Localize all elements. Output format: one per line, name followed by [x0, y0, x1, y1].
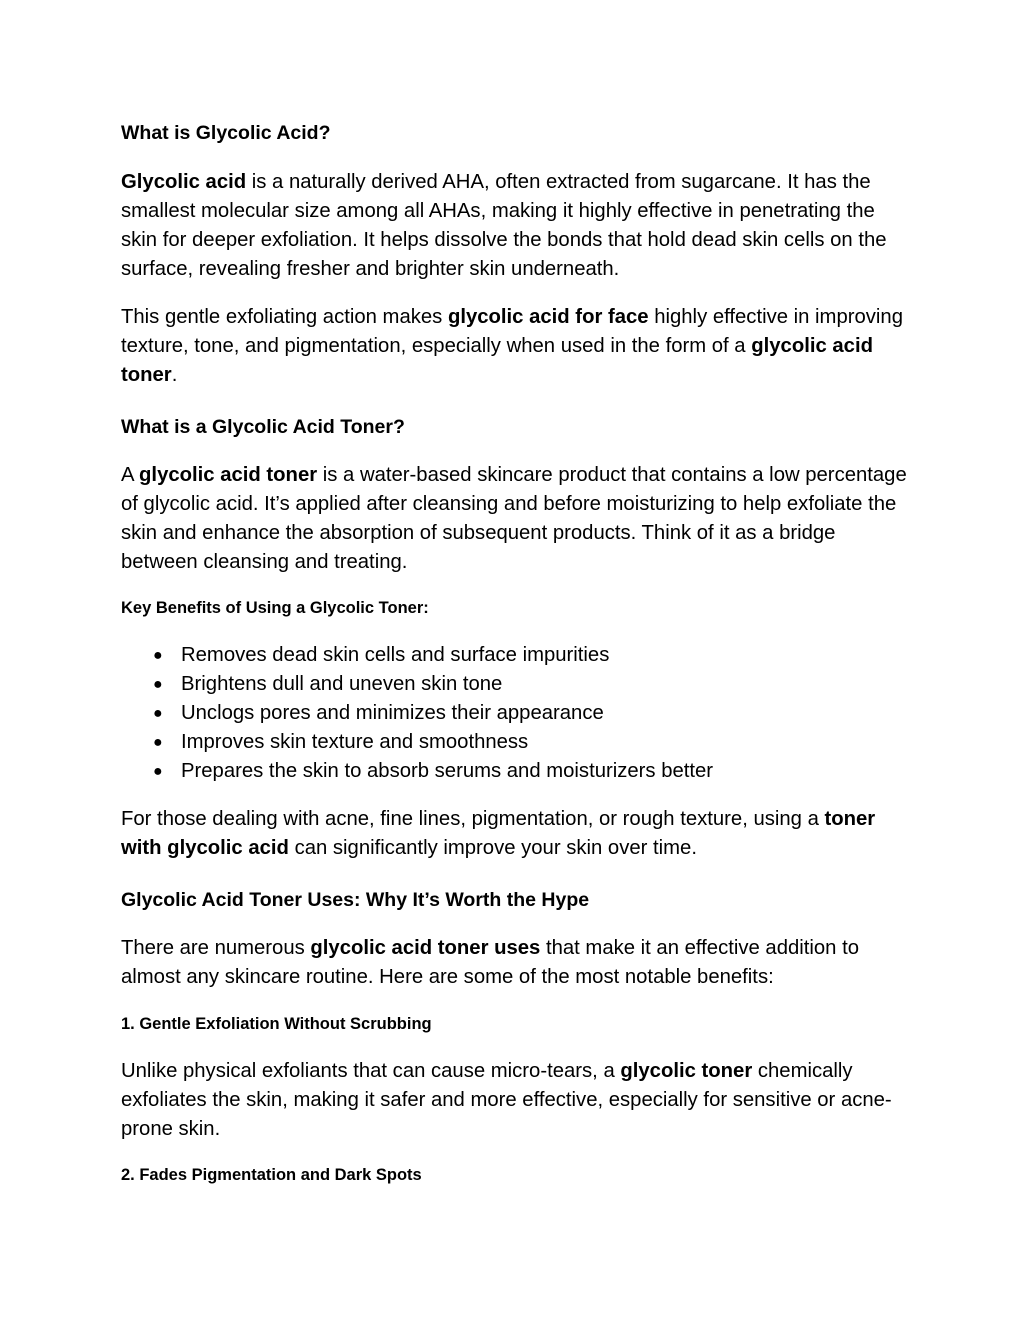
paragraph-text: . — [171, 364, 178, 386]
paragraph-text: There are numerous — [121, 937, 311, 959]
paragraph-toner-uses — [121, 934, 911, 992]
list-item — [121, 757, 713, 786]
paragraph-text: Unlike physical exfoliants that can cause micro-tears, a — [121, 1060, 621, 1082]
heading-fades-pigmentation: 2. Fades Pigmentation and Dark Spots — [121, 1166, 422, 1184]
list-item-text: Prepares the skin to absorb serums and moisturizers better — [181, 760, 714, 782]
list-item-text: Unclogs pores and minimizes their appearance — [181, 702, 604, 724]
paragraph-text: highly effective in improving texture, tone, and pigmentation, especially when used in the form of a — [121, 306, 903, 357]
bold-glycolic-acid-toner-uses: glycolic acid toner uses — [310, 937, 541, 959]
list-item-text: Brightens dull and uneven skin tone — [181, 673, 503, 695]
bold-glycolic-acid: Glycolic acid — [121, 171, 247, 193]
bullet-icon: ● — [153, 647, 163, 664]
bullet-icon: ● — [153, 734, 163, 751]
bullet-icon: ● — [153, 676, 163, 693]
heading-gentle-exfoliation: 1. Gentle Exfoliation Without Scrubbing — [121, 1015, 432, 1033]
paragraph-gentle-exfoliation — [121, 1057, 911, 1144]
list-item-text: Removes dead skin cells and surface impurities — [181, 644, 610, 666]
list-item — [121, 699, 713, 728]
list-item — [121, 728, 713, 757]
paragraph-toner-with-glycolic-acid — [121, 805, 911, 863]
paragraph-exfoliating-action — [121, 303, 911, 390]
heading-what-is-glycolic-acid: What is Glycolic Acid? — [121, 122, 331, 144]
bold-toner-with-glycolic-acid: toner with glycolic acid — [121, 808, 876, 859]
paragraph-text: For those dealing with acne, fine lines, pigmentation, or rough texture, using a — [121, 808, 825, 830]
bullet-icon: ● — [153, 705, 163, 722]
paragraph-text: is a water-based skincare product that contains a low percentage of glycolic acid. It’s applied after cleansing and before moisturizing to help exfoliate the skin and enhance the absorption of subsequent products. Think of it as a bridge between cleansing and treating. — [121, 464, 907, 573]
paragraph-text: can significantly improve your skin over time. — [288, 837, 697, 859]
heading-toner-uses: Glycolic Acid Toner Uses: Why It’s Worth the Hype — [121, 889, 590, 911]
heading-what-is-glycolic-acid-toner: What is a Glycolic Acid Toner? — [121, 416, 405, 438]
heading-key-benefits: Key Benefits of Using a Glycolic Toner: — [121, 599, 429, 617]
bold-glycolic-acid-for-face: glycolic acid for face — [447, 306, 649, 328]
bold-glycolic-toner: glycolic toner — [620, 1060, 753, 1082]
paragraph-text: This gentle exfoliating action makes — [121, 306, 448, 328]
paragraph-text: that make it an effective addition to almost any skincare routine. Here are some of the most notable benefits: — [121, 937, 860, 988]
list-item — [121, 641, 713, 670]
paragraph-glycolic-acid-intro — [121, 168, 911, 284]
benefits-list — [121, 641, 713, 786]
list-item — [121, 670, 713, 699]
paragraph-text: chemically exfoliates the skin, making it safer and more effective, especially for sensitive or acne-prone skin. — [121, 1060, 892, 1140]
paragraph-toner-definition — [121, 461, 911, 577]
paragraph-text: A — [121, 464, 140, 486]
list-item-text: Improves skin texture and smoothness — [181, 731, 529, 753]
bold-glycolic-acid-toner: glycolic acid toner — [139, 464, 318, 486]
paragraph-text: is a naturally derived AHA, often extracted from sugarcane. It has the smallest molecular size among all AHAs, making it highly effective in penetrating the skin for deeper exfoliation. It helps dissolve the bonds that hold dead skin cells on the surface, revealing fresher and brighter skin underneath. — [121, 171, 887, 280]
bullet-icon: ● — [153, 763, 163, 780]
bold-glycolic-acid-toner: glycolic acid toner — [121, 335, 873, 386]
